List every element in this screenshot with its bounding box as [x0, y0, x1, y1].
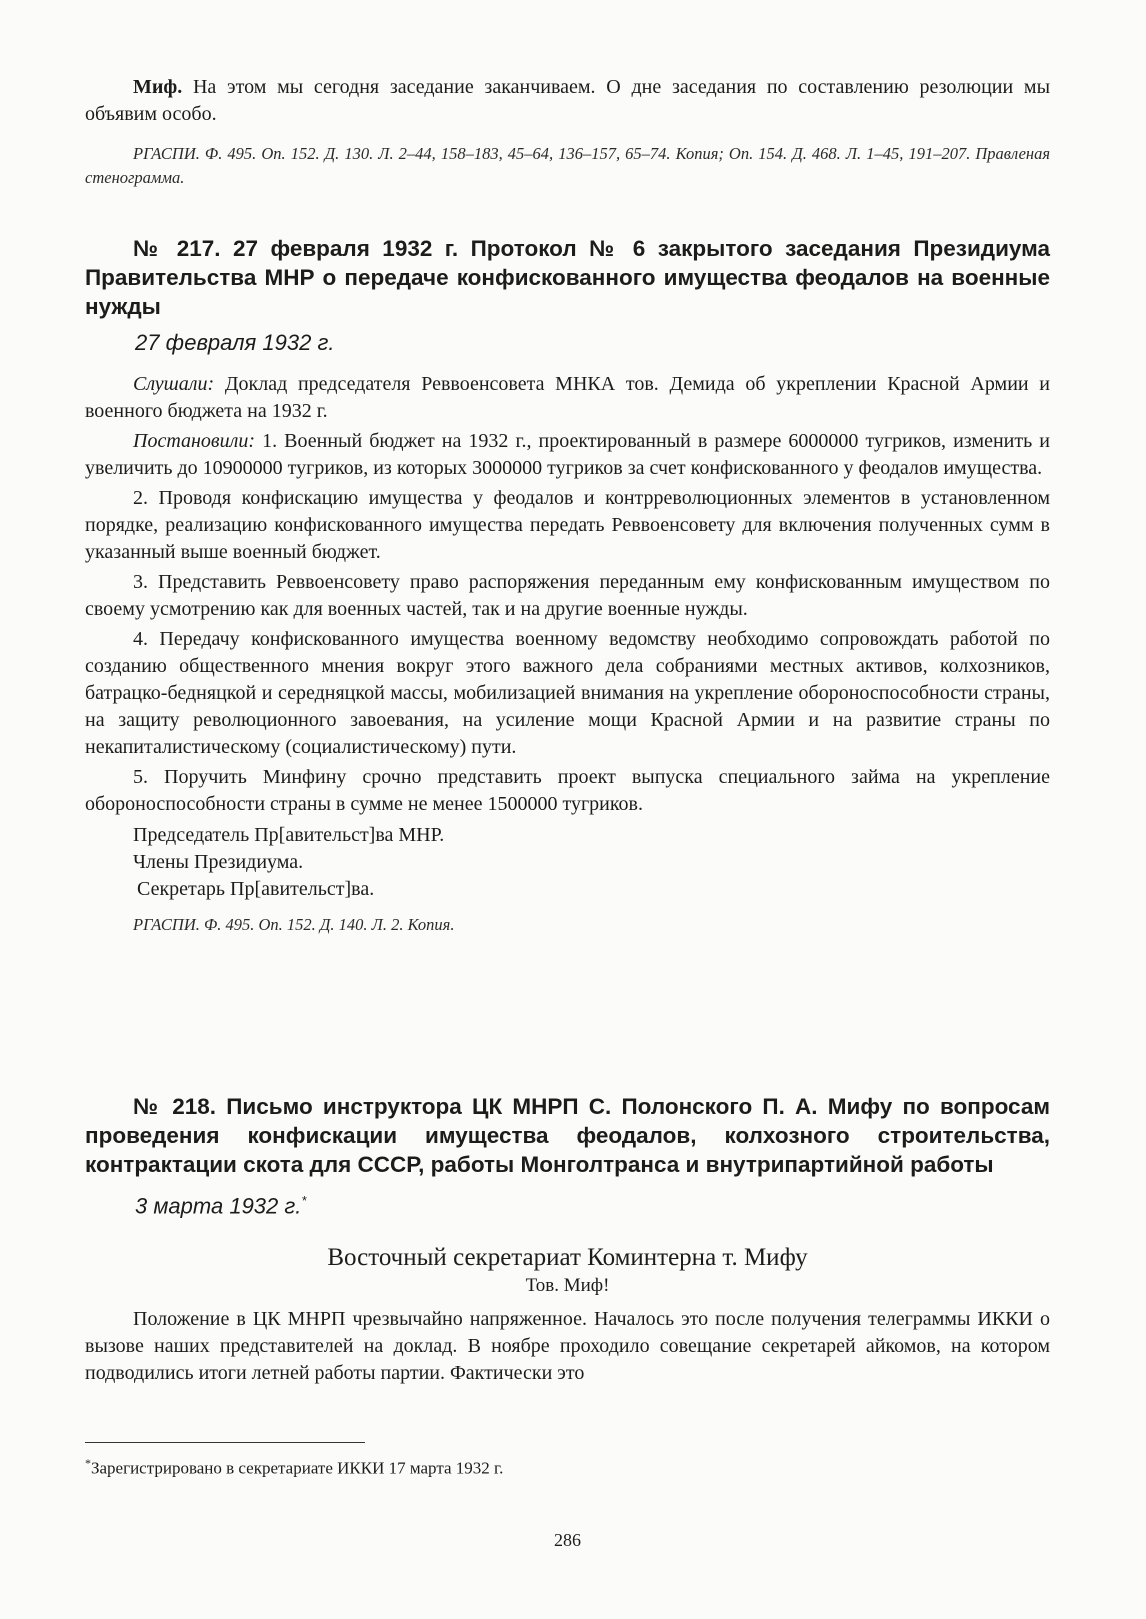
speaker-name: Миф. — [133, 76, 183, 98]
signature-line: Члены Президиума. — [133, 851, 304, 873]
document-218 — [85, 1092, 1050, 1387]
document-217 — [85, 234, 1050, 937]
greeting: Тов. Миф! — [525, 1275, 610, 1297]
document-date: 27 февраля 1932 г. — [135, 330, 335, 355]
resolution-item: 1. Военный бюджет на 1932 г., проектированный в размере 6000000 тугриков, изменить и увеличить до 10900000 тугриков, из которых 3000000 тугриков за счет конфискованного у феодалов имущества. — [85, 430, 1050, 479]
footnote-text: Зарегистрировано в секретариате ИККИ 17 марта 1932 г. — [91, 1458, 504, 1478]
document-date — [135, 1187, 1050, 1220]
page-number-wrap — [85, 1530, 1050, 1551]
document-heading: № 218. Письмо инструктора ЦК МНРП С. Полонского П. А. Мифу по вопросам проведения конфискации имущества феодалов, колхозного строительства, контрактации скота для СССР, работы Монголтранса и внутрипартийной работы — [85, 1094, 1050, 1177]
resolved-label: Постановили: — [133, 430, 255, 452]
resolved-paragraph — [85, 428, 1050, 482]
letter-body: Положение в ЦК МНРП чрезвычайно напряженное. Началось это после получения телеграммы ИККИ о вызове наших представителей на доклад. В ноябре проходило совещание секретарей айкомов, на котором подводились итоги летней работы партии. Фактически это — [85, 1308, 1050, 1385]
resolution-item: 2. Проводя конфискацию имущества у феодалов и контрреволюционных элементов в установленном порядке, реализацию конфискованного имущества передать Реввоенсовету для включения полученных сумм в указанный выше военный бюджет. — [85, 487, 1050, 563]
signature-line: Секретарь Пр[авительст]ва. — [137, 878, 375, 900]
archive-source: РГАСПИ. Ф. 495. Оп. 152. Д. 130. Л. 2–44, 158–183, 45–64, 136–157, 65–74. Копия; Оп. 154. Д. 468. Л. 1–45, 191–207. Правленая стенограмма. — [85, 144, 1050, 187]
archive-source: РГАСПИ. Ф. 495. Оп. 152. Д. 140. Л. 2. Копия. — [133, 915, 455, 934]
document-heading: № 217. 27 февраля 1932 г. Протокол № 6 закрытого заседания Президиума Правительства МНР о передаче конфискованного имущества феодалов на военные нужды — [85, 236, 1050, 319]
footnote-text-line — [85, 1452, 1050, 1480]
heard-text: Доклад председателя Реввоенсовета МНКА тов. Демида об укреплении Красной Армии и военного бюджета на 1932 г. — [85, 373, 1051, 422]
heard-paragraph — [85, 371, 1050, 425]
document-date-text: 3 марта 1932 г. — [135, 1193, 302, 1219]
resolution-item: 4. Передачу конфискованного имущества военному ведомству необходимо сопровождать работой по созданию общественного мнения вокруг этого важного дела собраниями местных активов, колхозников, батрацко-бедняцкой и середняцкой массы, мобилизацией внимания на укрепление обороноспособности страны, на защиту революционного завоевания, на усиление мощи Красной Армии и на развитие страны по некапиталистическому (социалистическому) пути. — [85, 628, 1050, 758]
closing-remark-text: На этом мы сегодня заседание заканчиваем. О дне заседания по составлению резолюции мы объявим особо. — [85, 76, 1051, 125]
top-fragment — [85, 74, 1050, 190]
signature-line: Председатель Пр[авительст]ва МНР. — [133, 824, 445, 846]
footnote-mark: * — [301, 1193, 307, 1208]
closing-remark — [85, 74, 1050, 128]
page-number: 286 — [554, 1530, 581, 1550]
addressee: Восточный секретариат Коминтерна т. Мифу — [327, 1244, 808, 1272]
footnote-mark: * — [85, 1456, 91, 1470]
resolution-item: 5. Поручить Минфину срочно представить проект выпуска специального займа на укрепление обороноспособности страны в сумме не менее 1500000 тугриков. — [85, 766, 1050, 815]
footnote-rule — [85, 1442, 365, 1443]
footnote — [85, 1452, 1050, 1480]
heard-label: Слушали: — [133, 373, 215, 395]
resolution-item: 3. Представить Реввоенсовету право распоряжения переданным ему конфискованным имуществом по своему усмотрению как для военных частей, так и на другие военные нужды. — [85, 571, 1050, 620]
